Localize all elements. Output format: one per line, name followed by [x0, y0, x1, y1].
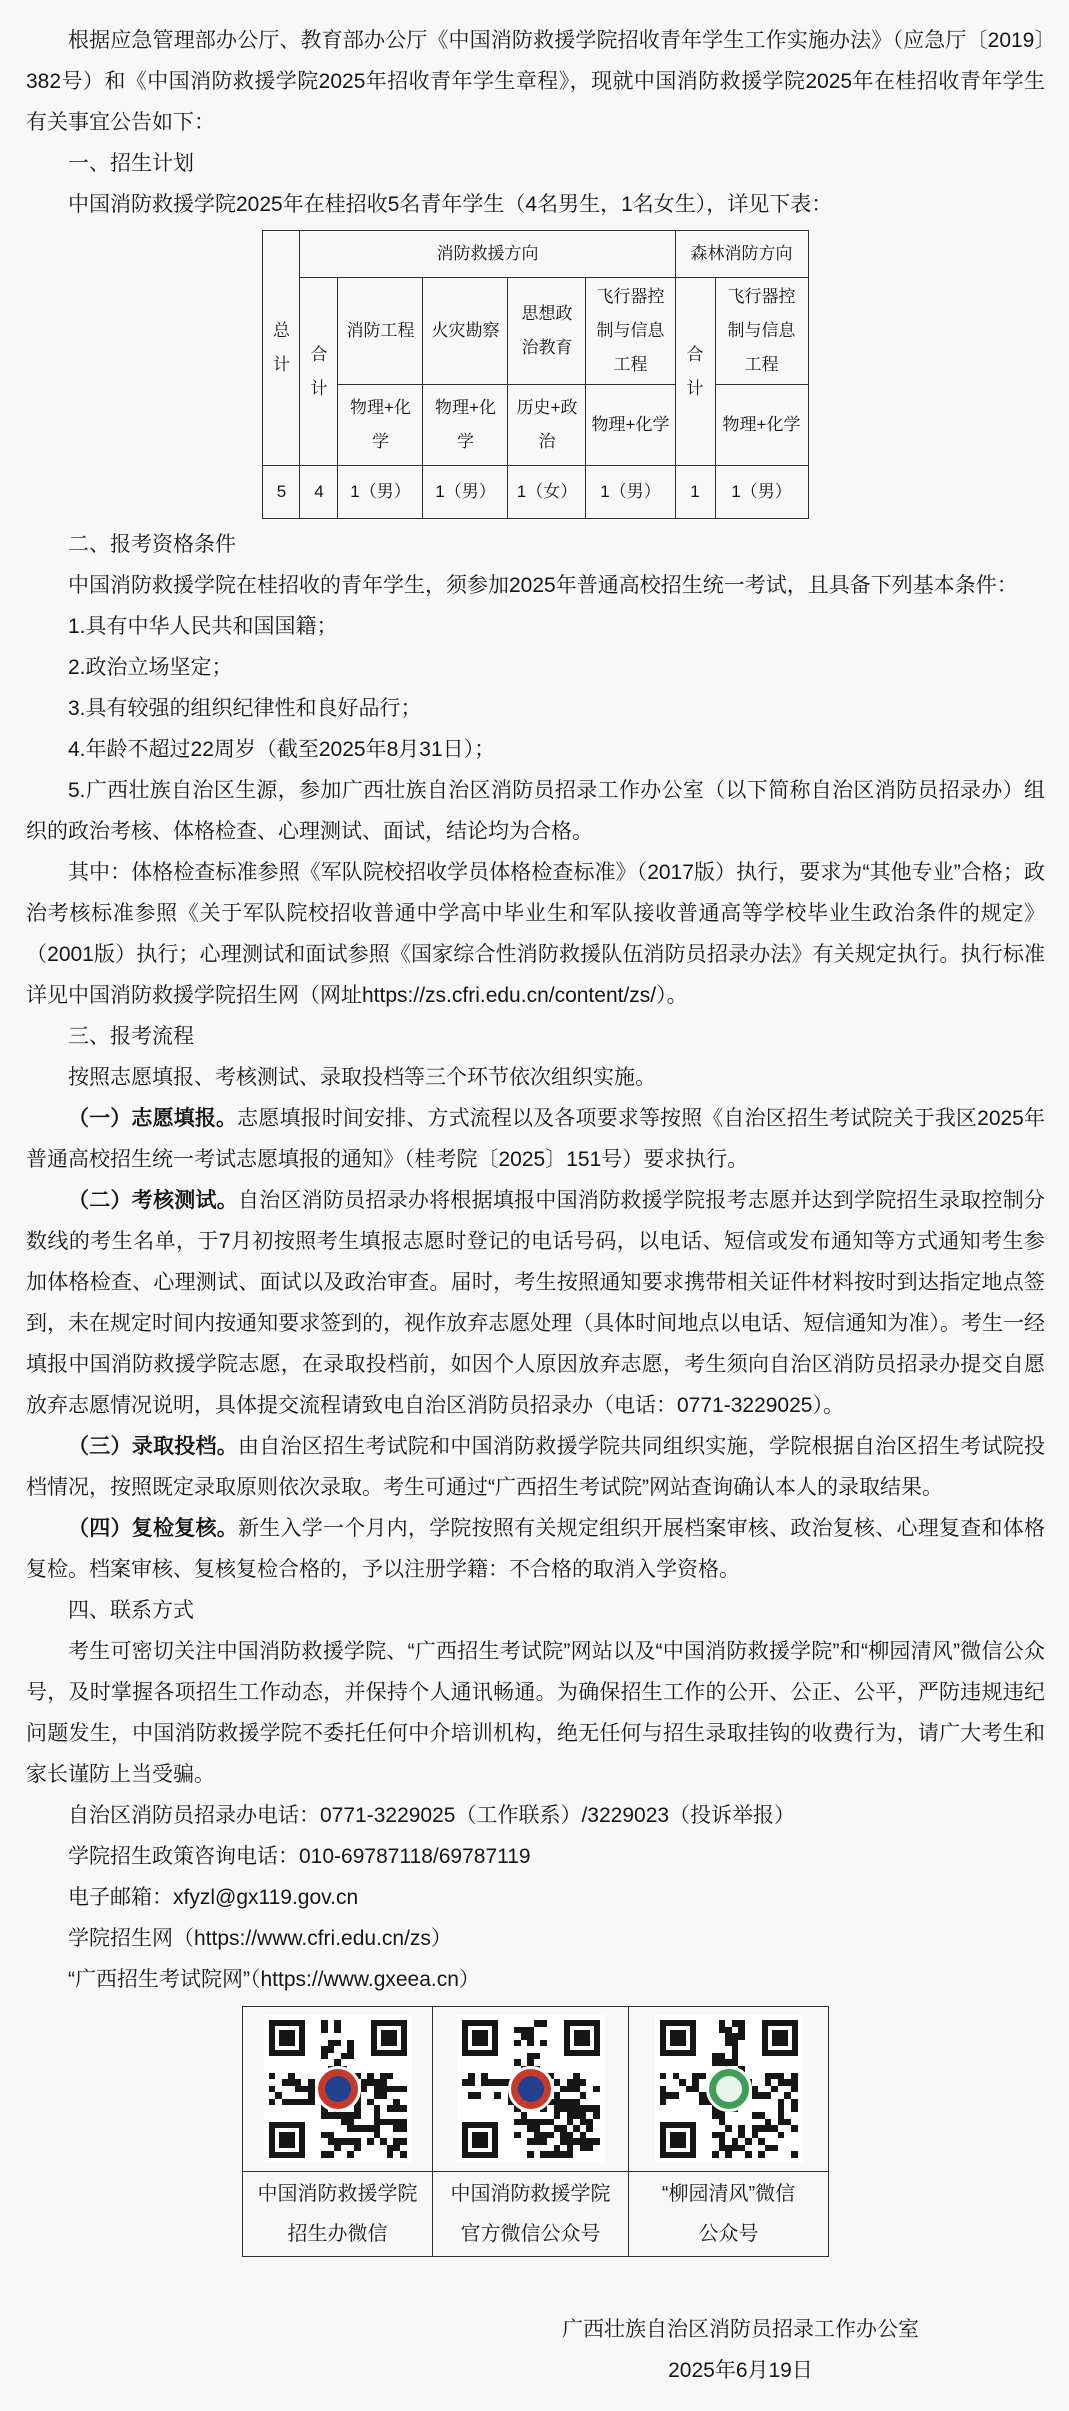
plan-major-name: 飞行器控制与信息工程 [715, 278, 808, 385]
qr-finder-icon [371, 2020, 407, 2056]
plan-major-name: 消防工程 [338, 278, 423, 385]
section3-lead: 按照志愿填报、考核测试、录取投档等三个环节依次组织实施。 [68, 1066, 656, 1089]
plan-major-name: 思想政治教育 [508, 278, 586, 385]
step-title: （二）考核测试。 [68, 1189, 238, 1212]
condition-item: 1.具有中华人民共和国国籍； [68, 615, 338, 638]
qr-finder-icon [660, 2020, 696, 2056]
plan-quota-value: 1（男） [423, 466, 508, 519]
section2-heading: 二、报考资格条件 [68, 533, 236, 556]
plan-forest-subtotal-value: 1 [675, 466, 715, 519]
plan-major-subjects: 物理+化学 [423, 385, 508, 466]
qr-code-table [242, 2006, 829, 2257]
plan-forest-subtotal-header: 合计 [675, 278, 715, 466]
plan-major-name: 火灾勘察 [423, 278, 508, 385]
signature-block [562, 2309, 919, 2391]
plan-quota-value: 1（女） [508, 466, 586, 519]
qr-finder-icon [269, 2020, 305, 2056]
section3-heading: 三、报考流程 [68, 1025, 194, 1048]
section1-heading: 一、招生计划 [68, 152, 194, 175]
step-body: 新生入学一个月内，学院按照有关规定组织开展档案审核、政治复核、心理复查和体格复检。档案审核、复核复检合格的，予以注册学籍：不合格的取消入学资格。 [26, 1517, 1046, 1581]
contact-line: 学院招生政策咨询电话：010-69787118/69787119 [68, 1845, 531, 1868]
contact-line: 自治区消防员招录办电话：0771-3229025（工作联系）/3229023（投诉举报） [68, 1804, 796, 1827]
qr-finder-icon [564, 2020, 600, 2056]
section4-body: 考生可密切关注中国消防救援学院、“广西招生考试院”网站以及“中国消防救援学院”和“柳园清风”微信公众号，及时掌握各项招生工作动态，并保持个人通讯畅通。为确保招生工作的公开、公正、公平，严防违规违纪问题发生，中国消防救援学院不委托任何中介培训机构，绝无任何与招生录取挂钩的收费行为，请广大考生和家长谨防上当受骗。 [26, 1640, 1045, 1786]
academy-emblem-icon [508, 2066, 554, 2112]
plan-fire-subtotal-header: 合计 [300, 278, 338, 466]
plan-quota-value: 1（男） [715, 466, 808, 519]
plan-major-subjects: 物理+化学 [338, 385, 423, 466]
qr-code-admissions-wechat [264, 2015, 412, 2163]
contact-line: 电子邮箱：xfyzl@gx119.gov.cn [68, 1886, 359, 1909]
enrollment-plan-table [262, 230, 808, 519]
qr-code-official-wechat [457, 2015, 605, 2163]
qr-finder-icon [762, 2020, 798, 2056]
signature-office: 广西壮族自治区消防员招录工作办公室 [562, 2318, 919, 2341]
condition-note: 其中：体格检查标准参照《军队院校招收学员体格检查标准》（2017版）执行，要求为“其他专业”合格；政治考核标准参照《关于军队院校招收普通中学高中毕业生和军队接收普通高等学校毕业生政治条件的规定》（2001版）执行；心理测试和面试参照《国家综合性消防救援队伍消防员招录办法》有关规定执行。执行标准详见中国消防救援学院招生网（网址https://zs.cfri.edu.cn/content/zs/）。 [26, 861, 1045, 1007]
step-body: 志愿填报时间安排、方式流程以及各项要求等按照《自治区招生考试院关于我区2025年普通高校招生统一考试志愿填报的通知》（桂考院〔2025〕151号）要求执行。 [26, 1107, 1046, 1171]
academy-emblem-icon [315, 2066, 361, 2112]
section1-lead: 中国消防救援学院2025年在桂招收5名青年学生（4名男生，1名女生），详见下表： [68, 193, 833, 216]
section2-lead: 中国消防救援学院在桂招收的青年学生，须参加2025年普通高校招生统一考试，且具备下列基本条件： [68, 574, 1018, 597]
qr-cell [433, 2007, 629, 2172]
plan-fire-direction-header: 消防救援方向 [300, 231, 675, 278]
step-body: 由自治区招生考试院和中国消防救援学院共同组织实施，学院根据自治区招生考试院投档情况，按照既定录取原则依次录取。考生可通过“广西招生考试院”网站查询确认本人的录取结果。 [26, 1435, 1046, 1499]
intro-paragraph: 根据应急管理部办公厅、教育部办公厅《中国消防救援学院招收青年学生工作实施办法》（应急厅〔2019〕382号）和《中国消防救援学院2025年招收青年学生章程》，现就中国消防救援学院2025年在桂招收青年学生有关事宜公告如下： [26, 29, 1045, 134]
step-paragraph [26, 1180, 1045, 1426]
step-title: （四）复检复核。 [68, 1517, 238, 1540]
plan-fire-subtotal-value: 4 [300, 466, 338, 519]
liuyuan-emblem-icon [706, 2066, 752, 2112]
step-paragraph [26, 1508, 1045, 1590]
contact-line: 学院招生网（https://www.cfri.edu.cn/zs） [68, 1927, 452, 1950]
qr-finder-icon [462, 2122, 498, 2158]
qr-caption: 中国消防救援学院 招生办微信 [243, 2172, 433, 2257]
qr-finder-icon [660, 2122, 696, 2158]
plan-forest-direction-header: 森林消防方向 [675, 231, 808, 278]
qr-cell [629, 2007, 829, 2172]
section4-heading: 四、联系方式 [68, 1599, 194, 1622]
qr-code-liuyuanqingfeng-wechat [655, 2015, 803, 2163]
step-title: （三）录取投档。 [68, 1435, 238, 1458]
condition-item: 5.广西壮族自治区生源，参加广西壮族自治区消防员招录工作办公室（以下简称自治区消防员招录办）组织的政治考核、体格检查、心理测试、面试，结论均为合格。 [26, 779, 1045, 843]
plan-quota-value: 1（男） [338, 466, 423, 519]
step-title: （一）志愿填报。 [68, 1107, 238, 1130]
plan-total-header: 总计 [263, 231, 300, 466]
qr-caption: 中国消防救援学院 官方微信公众号 [433, 2172, 629, 2257]
plan-total-value: 5 [263, 466, 300, 519]
qr-caption: “柳园清风”微信 公众号 [629, 2172, 829, 2257]
plan-quota-value: 1（男） [586, 466, 675, 519]
plan-major-subjects: 历史+政治 [508, 385, 586, 466]
step-body: 自治区消防员招录办将根据填报中国消防救援学院报考志愿并达到学院招生录取控制分数线的考生名单，于7月初按照考生填报志愿时登记的电话号码，以电话、短信或发布通知等方式通知考生参加体格检查、心理测试、面试以及政治审查。届时，考生按照通知要求携带相关证件材料按时到达指定地点签到，未在规定时间内按通知要求签到的，视作放弃志愿处理（具体时间地点以电话、短信通知为准）。考生一经填报中国消防救援学院志愿，在录取投档前，如因个人原因放弃志愿，考生须向自治区消防员招录办提交自愿放弃志愿情况说明，具体提交流程请致电自治区消防员招录办（电话：0771-3229025）。 [26, 1189, 1046, 1417]
qr-finder-icon [462, 2020, 498, 2056]
condition-item: 2.政治立场坚定； [68, 656, 233, 679]
contact-line: “广西招生考试院网”（https://www.gxeea.cn） [68, 1968, 480, 1991]
step-paragraph [26, 1426, 1045, 1508]
plan-major-subjects: 物理+化学 [715, 385, 808, 466]
qr-cell [243, 2007, 433, 2172]
qr-finder-icon [269, 2122, 305, 2158]
plan-major-subjects: 物理+化学 [586, 385, 675, 466]
condition-item: 3.具有较强的组织纪律性和良好品行； [68, 697, 422, 720]
signature-date: 2025年6月19日 [668, 2359, 813, 2382]
condition-item: 4.年龄不超过22周岁（截至2025年8月31日）； [68, 738, 496, 761]
plan-major-name: 飞行器控制与信息工程 [586, 278, 675, 385]
step-paragraph [26, 1098, 1045, 1180]
